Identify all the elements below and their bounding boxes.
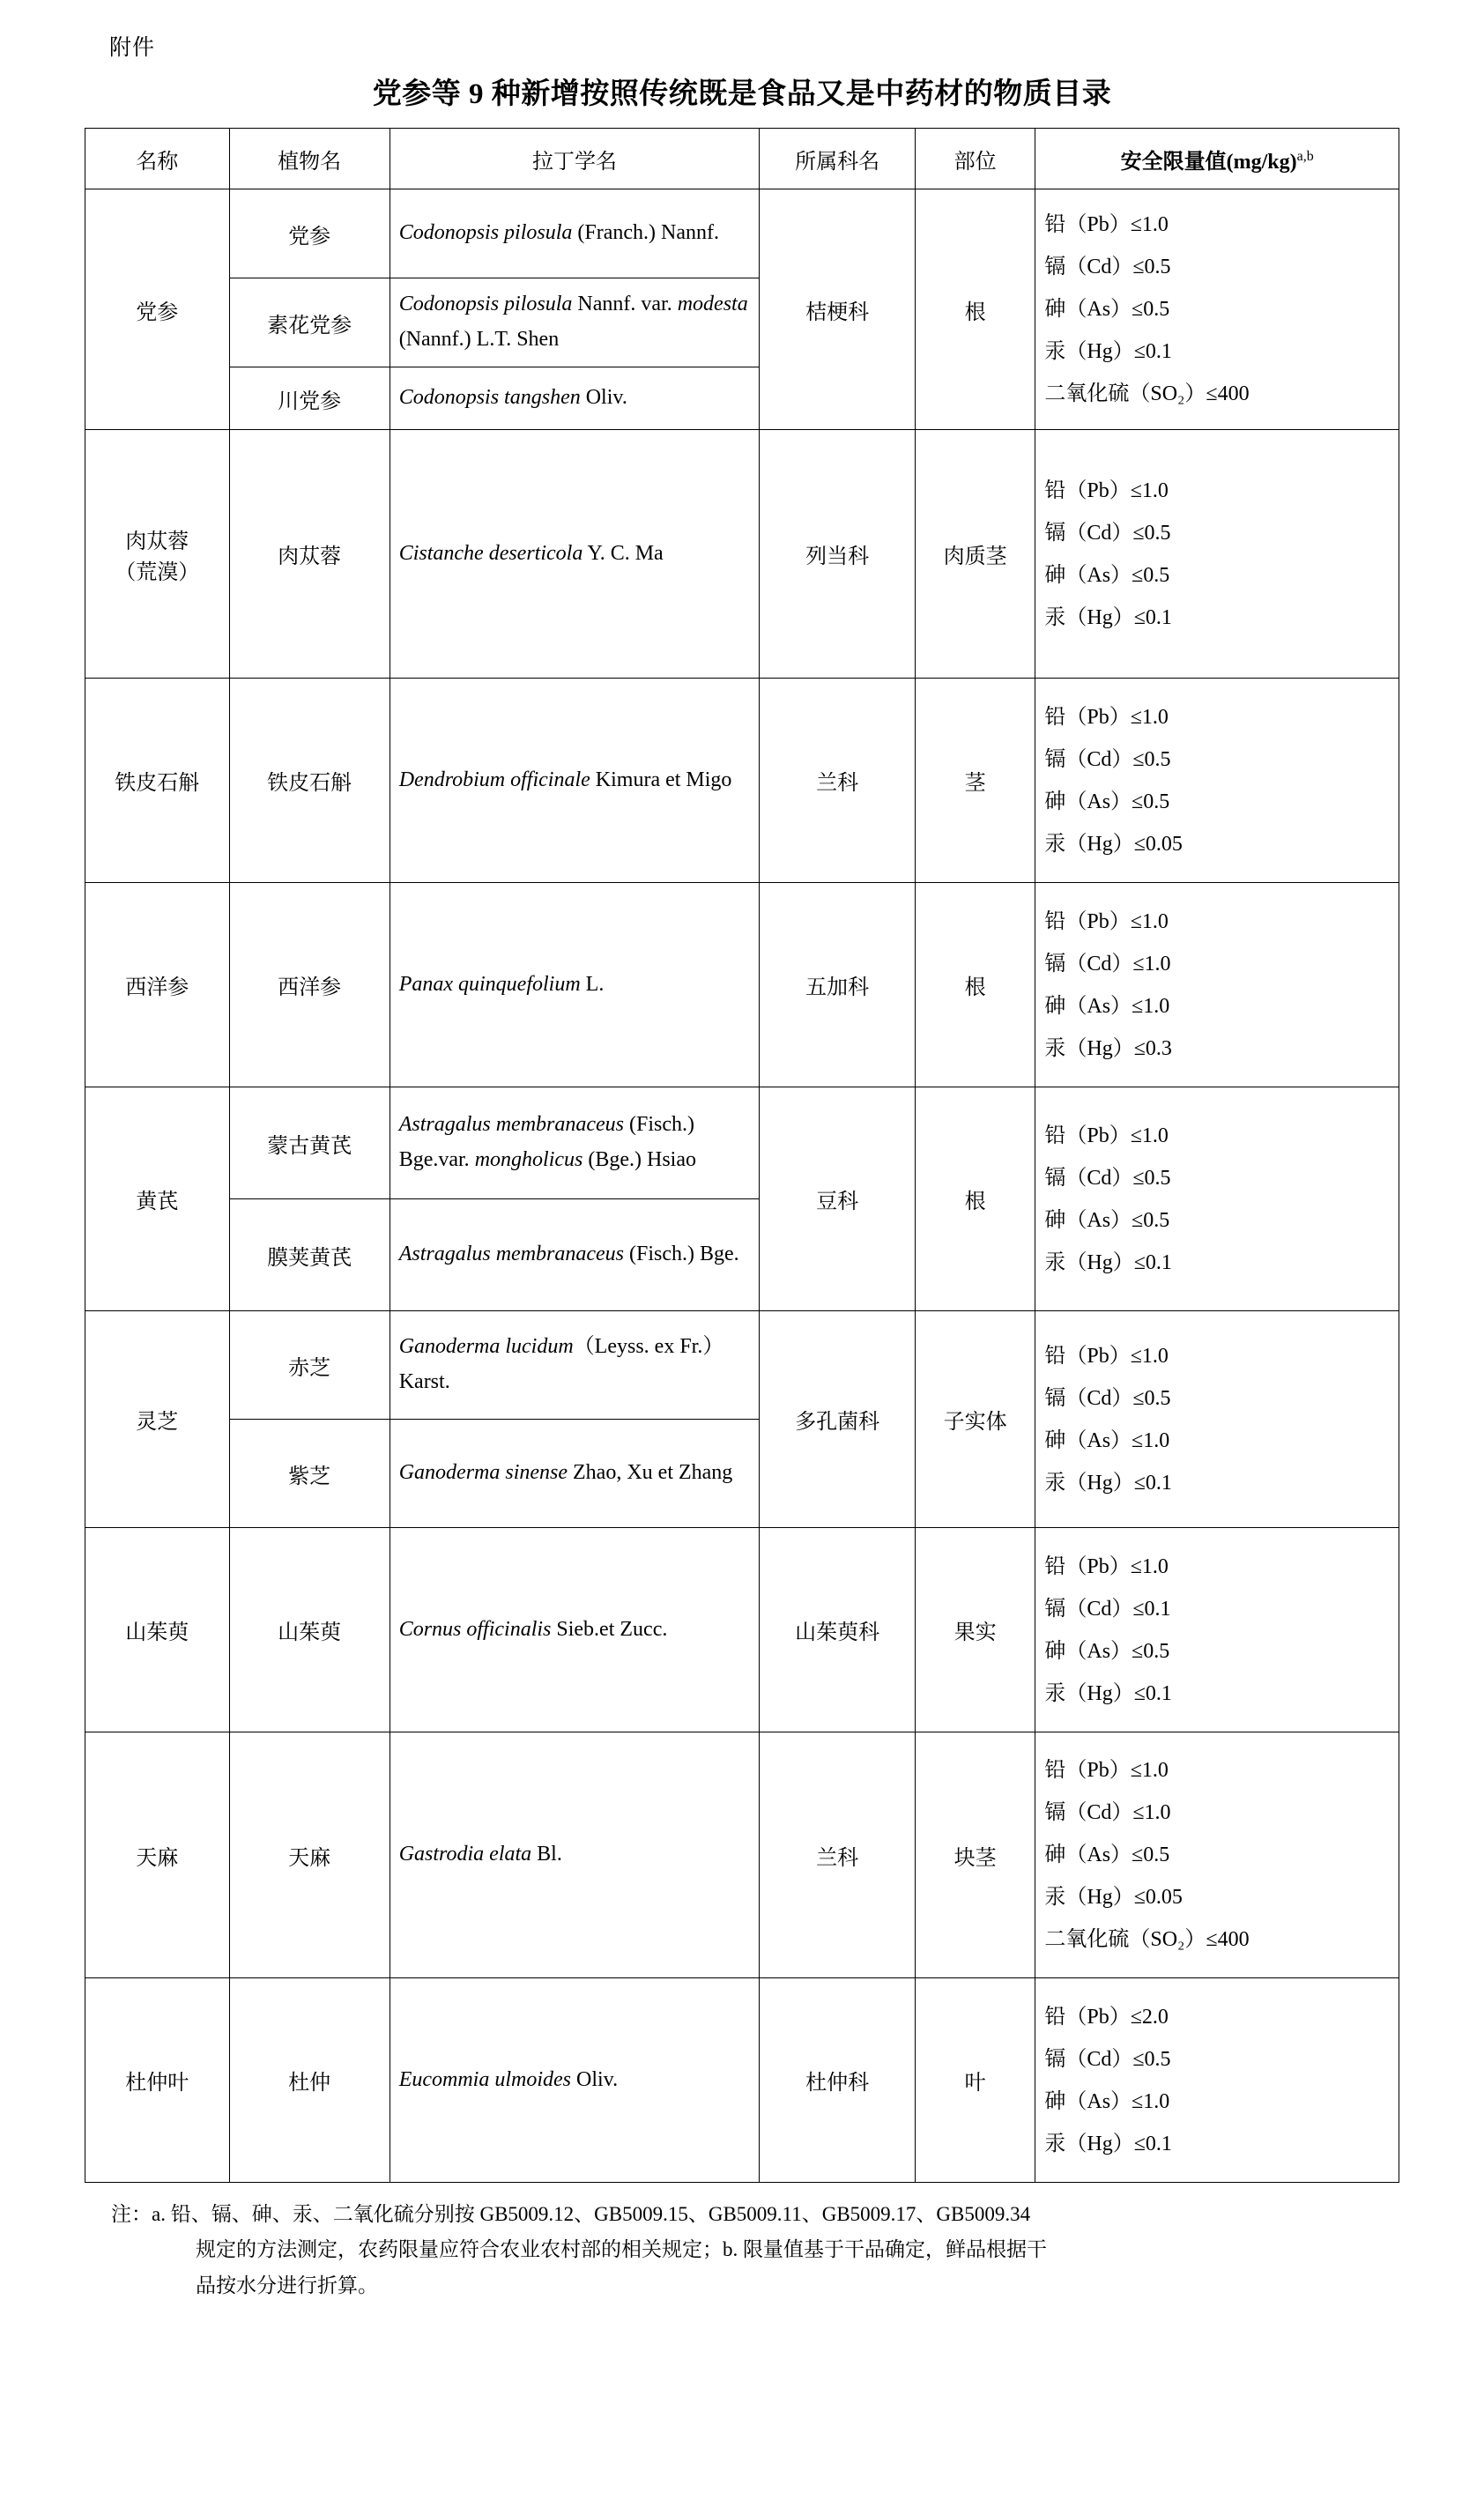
table-row — [85, 1528, 1399, 1732]
column-header-limit-text: 安全限量值(mg/kg) — [1120, 150, 1297, 174]
limit-line: 铅（Pb）≤2.0 — [1044, 2005, 1169, 2029]
column-header-family: 所属科名 — [760, 129, 915, 189]
attachment-label: 附件 — [109, 35, 156, 60]
limit-line: 汞（Hg）≤0.3 — [1044, 1036, 1172, 1060]
latin-italic-2: mongholicus — [474, 1148, 583, 1171]
limit-line: 砷（As）≤0.5 — [1044, 1639, 1170, 1663]
cell-plant-name: 膜荚黄芪 — [229, 1199, 390, 1311]
limit-line: 砷（As）≤1.0 — [1044, 994, 1170, 1018]
limit-line: 汞（Hg）≤0.05 — [1044, 832, 1183, 856]
cell-name: 天麻 — [85, 1732, 230, 1978]
cell-name: 山茱萸 — [85, 1528, 230, 1732]
latin-mid: (Fisch.) Bge.var. — [398, 1113, 695, 1171]
latin-italic: Ganoderma lucidum — [398, 1335, 574, 1359]
cell-plant-name: 赤芝 — [229, 1311, 390, 1420]
page-title: 党参等 9 种新增按照传统既是食品又是中药材的物质目录 — [372, 78, 1112, 110]
cell-part: 根 — [915, 189, 1035, 430]
cell-limit — [1035, 1978, 1399, 2183]
cell-limit — [1035, 883, 1399, 1087]
cell-plant-name: 西洋参 — [229, 883, 390, 1087]
limit-line: 铅（Pb）≤1.0 — [1044, 705, 1169, 729]
table-row — [85, 1978, 1399, 2183]
cell-family: 桔梗科 — [760, 189, 915, 430]
table-footnote — [85, 2197, 1399, 2304]
latin-rest: Oliv. — [571, 2067, 619, 2091]
latin-rest: L. — [580, 972, 605, 996]
limit-line: 汞（Hg）≤0.05 — [1044, 1886, 1183, 1909]
table-header — [85, 129, 1399, 189]
latin-italic: Cistanche deserticola — [398, 541, 583, 565]
cell-limit — [1035, 189, 1399, 430]
latin-italic: Dendrobium officinale — [398, 768, 590, 791]
latin-italic: Gastrodia elata — [398, 1843, 532, 1866]
cell-part: 根 — [915, 1087, 1035, 1311]
cell-latin-name — [390, 1420, 760, 1528]
cell-part: 根 — [915, 883, 1035, 1087]
limit-line: 铅（Pb）≤1.0 — [1044, 909, 1169, 933]
cell-name: 杜仲叶 — [85, 1978, 230, 2183]
limit-line: 砷（As）≤1.0 — [1044, 2089, 1170, 2113]
cell-latin-name — [390, 367, 760, 430]
cell-part: 叶 — [915, 1978, 1035, 2183]
latin-rest: (Nannf.) L.T. Shen — [398, 328, 560, 351]
column-header-latin-name: 拉丁学名 — [390, 129, 760, 189]
limit-line: 砷（As）≤1.0 — [1044, 1428, 1170, 1452]
cell-name-line-2: （荒漠） — [115, 560, 200, 584]
column-header-part: 部位 — [915, 129, 1035, 189]
footnote-line-3: 品按水分进行折算。 — [196, 2274, 378, 2296]
cell-latin-name — [390, 1732, 760, 1978]
cell-name: 铁皮石斛 — [85, 679, 230, 883]
column-header-limit-superscript: a,b — [1296, 148, 1314, 164]
limit-line: 铅（Pb）≤1.0 — [1044, 1554, 1169, 1578]
cell-latin-name — [390, 1199, 760, 1311]
latin-italic: Astragalus membranaceus — [398, 1243, 625, 1266]
cell-plant-name: 铁皮石斛 — [229, 679, 390, 883]
limit-line: 铅（Pb）≤1.0 — [1044, 479, 1169, 502]
limit-line: 镉（Cd）≤0.5 — [1044, 521, 1171, 545]
cell-latin-name — [390, 278, 760, 367]
cell-latin-name — [390, 1311, 760, 1420]
cell-family: 豆科 — [760, 1087, 915, 1311]
latin-mid: Nannf. var. — [572, 293, 678, 316]
limit-line: 铅（Pb）≤1.0 — [1044, 1759, 1169, 1782]
footnote-line-1: 注：a. 铅、镉、砷、汞、二氧化硫分别按 GB5009.12、GB5009.15、GB5009.11、GB5009.17、GB5009.34 — [111, 2203, 1031, 2225]
cell-family: 五加科 — [760, 883, 915, 1087]
limit-line: 砷（As）≤0.5 — [1044, 790, 1170, 813]
limit-line: 二氧化硫（SO₂）≤400 — [1044, 382, 1250, 405]
cell-plant-name: 杜仲 — [229, 1978, 390, 2183]
cell-plant-name: 山茱萸 — [229, 1528, 390, 1732]
latin-italic: Codonopsis pilosula — [398, 221, 573, 245]
latin-rest: (Fisch.) Bge. — [624, 1243, 739, 1266]
cell-name: 黄芪 — [85, 1087, 230, 1311]
limit-line: 砷（As）≤0.5 — [1044, 298, 1170, 321]
cell-limit — [1035, 430, 1399, 679]
table-row — [85, 883, 1399, 1087]
limit-line: 汞（Hg）≤0.1 — [1044, 605, 1172, 629]
cell-latin-name — [390, 1528, 760, 1732]
latin-rest: Oliv. — [580, 386, 627, 410]
cell-plant-name: 蒙古黄芪 — [229, 1087, 390, 1199]
cell-family: 山茱萸科 — [760, 1528, 915, 1732]
limit-line: 镉（Cd）≤0.5 — [1044, 256, 1171, 278]
cell-name: 灵芝 — [85, 1311, 230, 1528]
limit-line: 镉（Cd）≤0.5 — [1044, 747, 1171, 771]
cell-latin-name — [390, 883, 760, 1087]
limit-line: 砷（As）≤0.5 — [1044, 1844, 1170, 1866]
cell-part: 子实体 — [915, 1311, 1035, 1528]
limit-line: 二氧化硫（SO₂）≤400 — [1044, 1928, 1250, 1951]
cell-plant-name: 肉苁蓉 — [229, 430, 390, 679]
latin-rest: Y. C. Ma — [582, 541, 664, 565]
cell-part: 果实 — [915, 1528, 1035, 1732]
cell-latin-name — [390, 1087, 760, 1199]
limit-line: 铅（Pb）≤1.0 — [1044, 213, 1169, 236]
column-header-name: 名称 — [85, 129, 230, 189]
limit-line: 镉（Cd）≤0.1 — [1044, 1597, 1171, 1621]
cell-family: 列当科 — [760, 430, 915, 679]
cell-name-line-1: 肉苁蓉 — [125, 530, 189, 553]
limit-line: 镉（Cd）≤1.0 — [1044, 1801, 1171, 1824]
latin-rest: （Leyss. ex Fr.）Karst. — [398, 1335, 724, 1393]
table-row — [85, 1087, 1399, 1199]
latin-rest: Zhao, Xu et Zhang — [568, 1461, 733, 1485]
cell-limit — [1035, 1311, 1399, 1528]
table-row — [85, 430, 1399, 679]
cell-plant-name: 党参 — [229, 189, 390, 278]
limit-line: 镉（Cd）≤1.0 — [1044, 952, 1171, 976]
limit-line: 汞（Hg）≤0.1 — [1044, 340, 1172, 363]
latin-rest: (Bge.) Hsiao — [582, 1148, 696, 1171]
limit-line: 砷（As）≤0.5 — [1044, 563, 1170, 587]
cell-family: 杜仲科 — [760, 1978, 915, 2183]
cell-limit — [1035, 1528, 1399, 1732]
limit-line: 铅（Pb）≤1.0 — [1044, 1124, 1169, 1147]
cell-latin-name — [390, 1978, 760, 2183]
limit-line: 汞（Hg）≤0.1 — [1044, 2132, 1172, 2155]
cell-name — [85, 430, 230, 679]
cell-name: 党参 — [85, 189, 230, 430]
limit-line: 镉（Cd）≤0.5 — [1044, 1386, 1171, 1410]
cell-part: 块茎 — [915, 1732, 1035, 1978]
table-row — [85, 679, 1399, 883]
substance-catalog-table — [85, 128, 1399, 2183]
latin-italic: Astragalus membranaceus — [398, 1113, 625, 1137]
cell-limit — [1035, 1087, 1399, 1311]
latin-italic: Panax quinquefolium — [398, 972, 581, 996]
cell-latin-name — [390, 430, 760, 679]
latin-rest: Kimura et Migo — [590, 768, 732, 791]
latin-italic: Codonopsis tangshen — [398, 386, 581, 410]
table-row — [85, 1732, 1399, 1978]
cell-family: 兰科 — [760, 679, 915, 883]
cell-latin-name — [390, 189, 760, 278]
limit-line: 汞（Hg）≤0.1 — [1044, 1250, 1172, 1274]
column-header-limit — [1035, 129, 1399, 189]
limit-line: 镉（Cd）≤0.5 — [1044, 2047, 1171, 2071]
table-body — [85, 189, 1399, 2183]
latin-italic-2: modesta — [677, 293, 748, 316]
column-header-plant-name: 植物名 — [229, 129, 390, 189]
cell-plant-name: 川党参 — [229, 367, 390, 430]
limit-line: 汞（Hg）≤0.1 — [1044, 1681, 1172, 1705]
latin-italic: Cornus officinalis — [398, 1617, 552, 1641]
cell-family: 多孔菌科 — [760, 1311, 915, 1528]
cell-family: 兰科 — [760, 1732, 915, 1978]
latin-italic: Codonopsis pilosula — [398, 293, 573, 316]
table-row — [85, 1311, 1399, 1420]
table-header-row — [85, 129, 1399, 189]
cell-part: 肉质茎 — [915, 430, 1035, 679]
latin-rest: Sieb.et Zucc. — [551, 1617, 668, 1641]
limit-line: 砷（As）≤0.5 — [1044, 1208, 1170, 1232]
cell-plant-name: 紫芝 — [229, 1420, 390, 1528]
latin-rest: Bl. — [531, 1843, 562, 1866]
table-row — [85, 189, 1399, 278]
limit-line: 铅（Pb）≤1.0 — [1044, 1344, 1169, 1368]
cell-limit — [1035, 1732, 1399, 1978]
latin-italic: Ganoderma sinense — [398, 1461, 568, 1485]
cell-name: 西洋参 — [85, 883, 230, 1087]
limit-line: 镉（Cd）≤0.5 — [1044, 1166, 1171, 1190]
cell-part: 茎 — [915, 679, 1035, 883]
cell-plant-name: 素花党参 — [229, 278, 390, 367]
cell-limit — [1035, 679, 1399, 883]
cell-plant-name: 天麻 — [229, 1732, 390, 1978]
latin-italic: Eucommia ulmoides — [398, 2067, 572, 2091]
limit-line: 汞（Hg）≤0.1 — [1044, 1471, 1172, 1495]
cell-latin-name — [390, 679, 760, 883]
latin-rest: (Franch.) Nannf. — [572, 221, 720, 245]
footnote-line-2: 规定的方法测定，农药限量应符合农业农村部的相关规定；b. 限量值基于干品确定，鲜品根据干 — [196, 2238, 1047, 2261]
